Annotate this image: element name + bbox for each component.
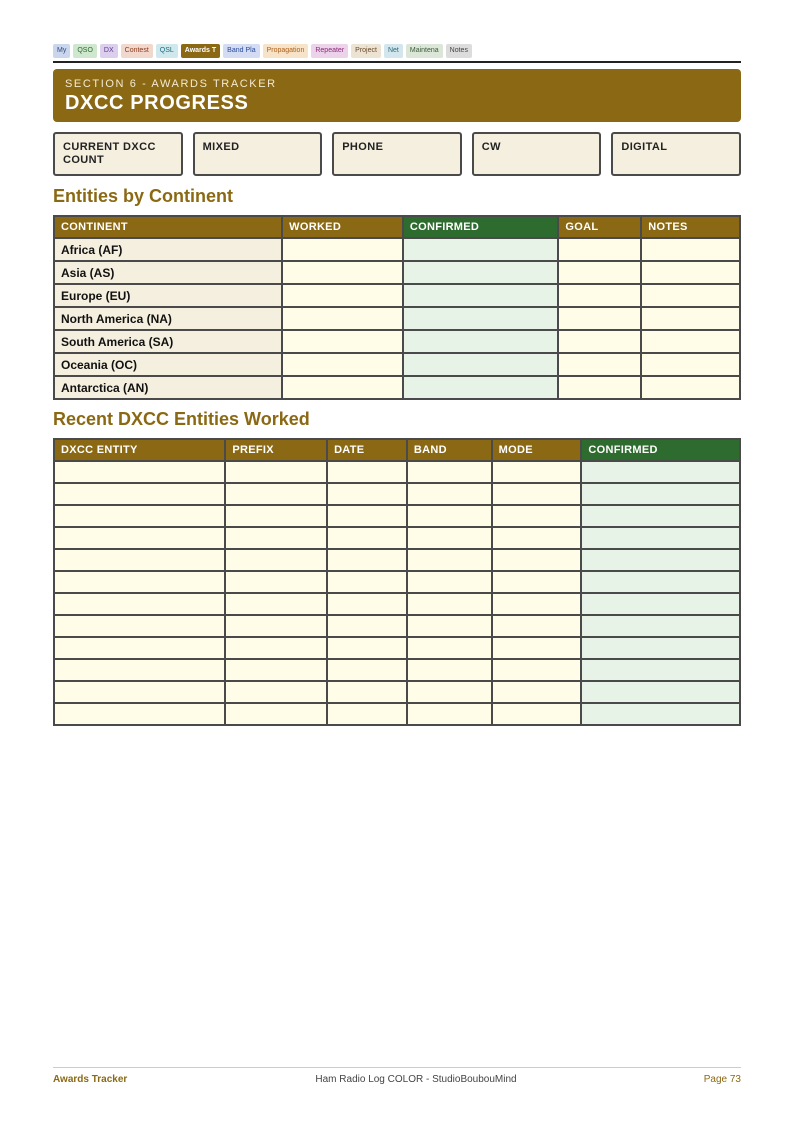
entry-cell-dxcc-entity[interactable] (54, 461, 225, 483)
entry-cell-dxcc-entity[interactable] (54, 681, 225, 703)
entry-cell-confirmed[interactable] (581, 483, 740, 505)
entry-cell-worked[interactable] (282, 353, 403, 376)
entry-cell-confirmed[interactable] (403, 330, 559, 353)
tab-maintena[interactable]: Maintena (406, 44, 443, 58)
entry-cell-confirmed[interactable] (581, 637, 740, 659)
entry-cell-date[interactable] (327, 681, 407, 703)
entry-cell-dxcc-entity[interactable] (54, 593, 225, 615)
entry-cell-prefix[interactable] (225, 549, 327, 571)
entry-cell-confirmed[interactable] (403, 238, 559, 261)
column-header-band: BAND (407, 439, 492, 461)
entry-cell-date[interactable] (327, 659, 407, 681)
entry-cell-confirmed[interactable] (581, 681, 740, 703)
entry-cell-prefix[interactable] (225, 637, 327, 659)
column-header-notes: NOTES (641, 216, 740, 238)
entry-cell-date[interactable] (327, 571, 407, 593)
entry-cell-band[interactable] (407, 549, 492, 571)
entry-cell-dxcc-entity[interactable] (54, 527, 225, 549)
table-row (54, 261, 740, 284)
recent-section-title: Recent DXCC Entities Worked (53, 409, 310, 429)
entry-cell-date[interactable] (327, 637, 407, 659)
column-header-mode: MODE (492, 439, 582, 461)
entry-cell-date[interactable] (327, 593, 407, 615)
entry-cell-dxcc-entity[interactable] (54, 659, 225, 681)
entry-cell-confirmed[interactable] (403, 261, 559, 284)
entry-cell-band[interactable] (407, 703, 492, 725)
entry-cell-notes[interactable] (641, 376, 740, 399)
stat-box-mixed: MIXED (193, 132, 323, 176)
entry-cell-goal[interactable] (558, 330, 641, 353)
entry-cell-mode[interactable] (492, 527, 582, 549)
table-row (54, 330, 740, 353)
entry-cell-goal[interactable] (558, 284, 641, 307)
entry-cell-date[interactable] (327, 549, 407, 571)
column-header-prefix: PREFIX (225, 439, 327, 461)
entry-cell-prefix[interactable] (225, 593, 327, 615)
entry-cell-band[interactable] (407, 527, 492, 549)
entry-cell-prefix[interactable] (225, 703, 327, 725)
table-row (54, 571, 740, 593)
tab-qsl[interactable]: QSL (156, 44, 178, 58)
entry-cell-confirmed[interactable] (581, 615, 740, 637)
entry-cell-worked[interactable] (282, 330, 403, 353)
entry-cell-dxcc-entity[interactable] (54, 483, 225, 505)
tab-net[interactable]: Net (384, 44, 403, 58)
entry-cell-band[interactable] (407, 593, 492, 615)
entry-cell-dxcc-entity[interactable] (54, 615, 225, 637)
column-header-goal: GOAL (558, 216, 641, 238)
entry-cell-dxcc-entity[interactable] (54, 549, 225, 571)
entry-cell-mode[interactable] (492, 703, 582, 725)
table-row (54, 615, 740, 637)
entry-cell-confirmed[interactable] (403, 307, 559, 330)
entry-cell-goal[interactable] (558, 376, 641, 399)
entry-cell-dxcc-entity[interactable] (54, 703, 225, 725)
entry-cell-goal[interactable] (558, 261, 641, 284)
entry-cell-worked[interactable] (282, 261, 403, 284)
table-row (54, 593, 740, 615)
entry-cell-prefix[interactable] (225, 483, 327, 505)
table-row (54, 703, 740, 725)
table-row (54, 549, 740, 571)
footer-divider (53, 1067, 741, 1068)
tab-awards-t[interactable]: Awards T (181, 44, 220, 58)
table-row (54, 238, 740, 261)
entry-cell-band[interactable] (407, 615, 492, 637)
table-row (54, 461, 740, 483)
entry-cell-confirmed[interactable] (403, 353, 559, 376)
tab-repeater[interactable]: Repeater (311, 44, 348, 58)
column-header-continent: CONTINENT (54, 216, 282, 238)
entry-cell-prefix[interactable] (225, 571, 327, 593)
table-row (54, 483, 740, 505)
entry-cell-mode[interactable] (492, 505, 582, 527)
entry-cell-confirmed[interactable] (581, 505, 740, 527)
entry-cell-band[interactable] (407, 637, 492, 659)
entry-cell-prefix[interactable] (225, 461, 327, 483)
entry-cell-goal[interactable] (558, 238, 641, 261)
entry-cell-notes[interactable] (641, 307, 740, 330)
entry-cell-mode[interactable] (492, 461, 582, 483)
stat-box-digital: DIGITAL (611, 132, 741, 176)
table-row (54, 681, 740, 703)
entry-cell-band[interactable] (407, 681, 492, 703)
table-row (54, 284, 740, 307)
continent-label: Oceania (OC) (54, 353, 282, 376)
column-header-dxcc-entity: DXCC ENTITY (54, 439, 225, 461)
entry-cell-goal[interactable] (558, 353, 641, 376)
tab-band-pla[interactable]: Band Pla (223, 44, 259, 58)
entry-cell-confirmed[interactable] (581, 527, 740, 549)
tabs-divider (53, 61, 741, 63)
entry-cell-prefix[interactable] (225, 505, 327, 527)
entry-cell-worked[interactable] (282, 238, 403, 261)
column-header-confirmed: CONFIRMED (581, 439, 740, 461)
entry-cell-notes[interactable] (641, 238, 740, 261)
entry-cell-date[interactable] (327, 615, 407, 637)
entry-cell-worked[interactable] (282, 284, 403, 307)
column-header-confirmed: CONFIRMED (403, 216, 559, 238)
entry-cell-confirmed[interactable] (403, 376, 559, 399)
entry-cell-prefix[interactable] (225, 681, 327, 703)
entry-cell-notes[interactable] (641, 330, 740, 353)
entry-cell-confirmed[interactable] (581, 461, 740, 483)
tab-qso[interactable]: QSO (73, 44, 97, 58)
entry-cell-mode[interactable] (492, 483, 582, 505)
entry-cell-worked[interactable] (282, 376, 403, 399)
entry-cell-date[interactable] (327, 703, 407, 725)
entry-cell-mode[interactable] (492, 615, 582, 637)
entry-cell-date[interactable] (327, 483, 407, 505)
section-tabs (53, 44, 472, 58)
recent-entities-table (53, 438, 741, 726)
entry-cell-date[interactable] (327, 505, 407, 527)
continent-label: Africa (AF) (54, 238, 282, 261)
entry-cell-confirmed[interactable] (403, 284, 559, 307)
section-header-banner (53, 69, 741, 122)
continent-label: Asia (AS) (54, 261, 282, 284)
entry-cell-dxcc-entity[interactable] (54, 571, 225, 593)
entry-cell-band[interactable] (407, 505, 492, 527)
column-header-date: DATE (327, 439, 407, 461)
table-row (54, 659, 740, 681)
page-number: Page 73 (703, 1074, 741, 1085)
tab-notes[interactable]: Notes (446, 44, 472, 58)
entry-cell-band[interactable] (407, 571, 492, 593)
entry-cell-notes[interactable] (641, 261, 740, 284)
entry-cell-worked[interactable] (282, 307, 403, 330)
entry-cell-date[interactable] (327, 527, 407, 549)
column-header-worked: WORKED (282, 216, 403, 238)
entry-cell-prefix[interactable] (225, 615, 327, 637)
entry-cell-goal[interactable] (558, 307, 641, 330)
entry-cell-mode[interactable] (492, 593, 582, 615)
table-row (54, 376, 740, 399)
entry-cell-notes[interactable] (641, 353, 740, 376)
continent-label: Europe (EU) (54, 284, 282, 307)
tab-project[interactable]: Project (351, 44, 381, 58)
tab-propagation[interactable]: Propagation (263, 44, 309, 58)
stat-box-current-dxcc-count: CURRENT DXCC COUNT (53, 132, 183, 176)
continent-label: South America (SA) (54, 330, 282, 353)
entry-cell-mode[interactable] (492, 637, 582, 659)
continent-table (53, 215, 741, 400)
entry-cell-mode[interactable] (492, 549, 582, 571)
entry-cell-confirmed[interactable] (581, 659, 740, 681)
footer-publisher: Ham Radio Log COLOR - StudioBoubouMind (315, 1074, 517, 1085)
stat-box-cw: CW (472, 132, 602, 176)
entry-cell-band[interactable] (407, 461, 492, 483)
stat-box-phone: PHONE (332, 132, 462, 176)
table-row (54, 637, 740, 659)
section-kicker: SECTION 6 - AWARDS TRACKER (65, 78, 277, 90)
entry-cell-prefix[interactable] (225, 659, 327, 681)
tab-my[interactable]: My (53, 44, 70, 58)
tab-dx[interactable]: DX (100, 44, 118, 58)
entry-cell-band[interactable] (407, 483, 492, 505)
entry-cell-band[interactable] (407, 659, 492, 681)
entry-cell-dxcc-entity[interactable] (54, 505, 225, 527)
page-title: DXCC PROGRESS (65, 92, 249, 114)
tab-contest[interactable]: Contest (121, 44, 153, 58)
continent-section-title: Entities by Continent (53, 186, 233, 206)
table-row (54, 307, 740, 330)
table-row (54, 353, 740, 376)
entry-cell-confirmed[interactable] (581, 571, 740, 593)
continent-label: North America (NA) (54, 307, 282, 330)
entry-cell-mode[interactable] (492, 571, 582, 593)
entry-cell-notes[interactable] (641, 284, 740, 307)
entry-cell-confirmed[interactable] (581, 593, 740, 615)
continent-label: Antarctica (AN) (54, 376, 282, 399)
footer-section-name: Awards Tracker (53, 1074, 128, 1085)
entry-cell-confirmed[interactable] (581, 703, 740, 725)
entry-cell-mode[interactable] (492, 659, 582, 681)
table-row (54, 527, 740, 549)
entry-cell-dxcc-entity[interactable] (54, 637, 225, 659)
entry-cell-date[interactable] (327, 461, 407, 483)
stat-boxes (53, 132, 741, 176)
table-row (54, 505, 740, 527)
entry-cell-mode[interactable] (492, 681, 582, 703)
entry-cell-prefix[interactable] (225, 527, 327, 549)
entry-cell-confirmed[interactable] (581, 549, 740, 571)
